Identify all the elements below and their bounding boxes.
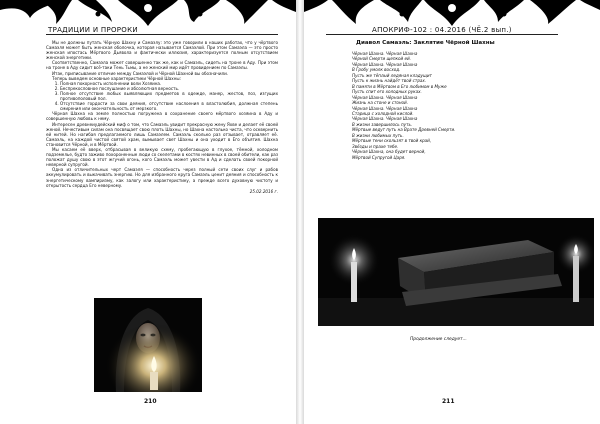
article-text — [46, 40, 278, 194]
paragraph: Теперь выведем основные характеристики Чёрной Шахны: — [52, 75, 181, 81]
illustration-hooded-figure — [94, 298, 202, 392]
poem-line: Чёрная Шахна. Чёрная Шахна — [352, 116, 418, 122]
header-rule — [326, 34, 558, 35]
poem-line: В жизни любимых путь. — [352, 132, 404, 138]
ornament-header-right — [304, 0, 600, 26]
poem-line: Жизнь на стоне и стоной. — [352, 100, 409, 106]
paragraph: Интересен древнеиудейский миф о том, что Самаэль увидит прекрасную жену Яхве и делает её своей женой. Нечестивым силам она посвящает свою плоть Шахны, но Шахна настолько чиста, что осквернить ей нитей. Но нагибая предлагаемого лишь Самаэлем. Самаэль сколько раз отзывает, отравляет её. Самаэль, на каждой чистой святой храм, вымывает свет Шахны и она уходит в Его объятия. Шахна становится Чёрной, и в Мёртвой. — [46, 121, 278, 147]
paragraph: Чёрная Шахна на земле полностью погружена в сохранение своего мёртвого хозяина в Аду и совершенную любовь к нему. — [46, 111, 278, 122]
running-head: ТРАДИЦИИ И ПРОРОКИ — [48, 26, 138, 34]
page-number: 210 — [144, 398, 157, 405]
paragraph: Итак, приписывание отличие между Самаэлой и Чёрной Шахной вы обозначили. — [52, 70, 229, 76]
poem-line: Пусть к жизнь найдёт твой страх. — [352, 78, 427, 84]
characteristics-list — [46, 81, 278, 112]
poem-line: Чёрная Шахна. Чёрная Шахна — [352, 51, 418, 56]
poem-line: В жизни завершилось путь. — [352, 121, 413, 127]
hooded-figure-candle-icon — [94, 298, 202, 392]
paragraph: Одна из отличительных черт Самаэля — способность через полный сети своих слуг и рабов аккумулировать и выкачивать энергию. Но для избранного круга Самаэль ценит деяния и способность к энергетическому вампиризму, как залогу или характеристику, а прежде всего духовную чистоту и открытость сердца Его неверному. — [46, 167, 278, 188]
poem-line: Чёрной Смерти щепкой ей. — [352, 56, 411, 62]
poem-line: В Гробу умолк восход. — [352, 67, 401, 73]
swirl-ornament-icon — [304, 0, 600, 26]
paragraph: Мы касаем её вверх, отбрасывая в великую схему, пробегающую в глухое, тёмной, холодном подземелье, будто заживо похороненные люди со скелетами в костях невинных в своей обители, как раз положат душу свою в этот жгучий огонь, кого Самаэль может увести в Ад и сделать своей покорной неверной супругой. — [46, 146, 278, 168]
book-gutter — [296, 0, 304, 424]
poem — [352, 51, 552, 160]
left-page — [0, 0, 296, 424]
running-head: АПОКРИФ-102 : 04.2016 (ЧЁ.2 вып.) — [372, 26, 512, 34]
poem-line: Чёрная Шахна, она будет верной, — [352, 149, 426, 155]
poem-line: Старица с холодной кислой. — [352, 110, 414, 116]
ornament-header-left — [0, 0, 296, 26]
poem-line: Мёртвые ведут путь на Врате Древней Смерти. — [352, 127, 456, 133]
right-page — [304, 0, 600, 424]
poem-line: Пусть спит его холодных руках. — [352, 89, 422, 95]
poem-line: Чёрная Шахна. Чёрная Шахна — [352, 94, 418, 100]
poem-line: В памяти в Мёртвом в Его любимом в Муже — [352, 83, 447, 89]
paragraph: Соответственно, Самаэла может совершенно так же, как и Самаэль, сидеть на троне в Аду. При этом на троне в Аду сидит всё-таки Тень Тьмы, а не женский мир идёт провидением по Самаэлы. — [46, 60, 278, 71]
list-item: 1. Полная покорность исполнении воли Хозяина. — [60, 81, 278, 86]
poem-line: Чёрная Шахна. Чёрная Шахна — [352, 61, 418, 67]
list-item: 4. Отсутствие гордости за свои деяния, отсутствие наслоения в властолюбия, должная степень смирения или окончательность от мерзкого. — [60, 101, 278, 111]
continued-caption: Продолжение следует... — [410, 337, 467, 342]
poem-title: Диавол Самаэль: Заклятие Чёрной Шахны — [356, 40, 495, 46]
poem-line: Звёзды и прахе тебе. — [352, 143, 399, 149]
swirl-ornament-icon — [0, 0, 296, 26]
poem-line: Мёртвой Супругой Царя. — [352, 154, 406, 160]
list-item: 2. Беспрекословное послушание и абсолютная верность. — [60, 86, 278, 91]
poem-line: Пусть же тёплый ледяная кладущит — [352, 72, 432, 78]
page-number: 211 — [442, 398, 455, 405]
list-item: 3. Полное отсутствие любых выявляющих предметов в одежде, манер, жестов, поз, изгущих противополовый пол. — [60, 91, 278, 101]
coffin-candles-icon — [318, 218, 594, 326]
paragraph: Мы не должны путать Чёрную Шахну и Самаэлу: это уже говорили в наших работах, что у чёртвого Самаэля может быть женская оболочка, которая называется Самаэлой. При этом Самаэла — это просто женская ипостась Мёртвого Дьявола и фактически иллюзия, характеризуется полным отсутствием женской энергетики. — [46, 40, 278, 61]
poem-line: Мёртвые тени скользят в твой край, — [352, 138, 432, 144]
article-date: 25.02.2016 г. — [249, 188, 278, 194]
header-rule — [46, 34, 278, 35]
illustration-coffin-candles — [318, 218, 594, 326]
poem-line: Чёрная Шахна. Чёрная Шахна — [352, 105, 418, 111]
